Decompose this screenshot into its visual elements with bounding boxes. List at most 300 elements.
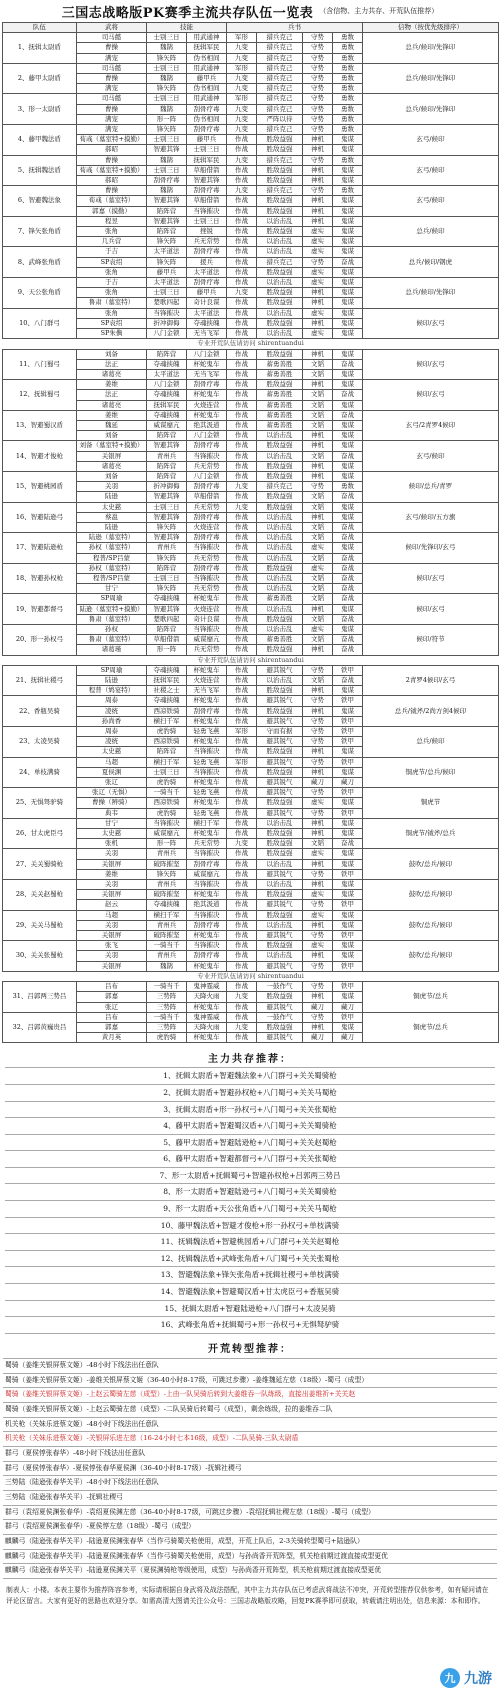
team-name: 8、武峰张角盾 xyxy=(3,247,77,278)
cell-book-4: 奋战 xyxy=(333,522,363,532)
col-general: 武将 xyxy=(77,23,147,33)
cell-skill-1: 威谋靡亢 xyxy=(147,420,187,430)
cell-skill-1: 锋矢阵 xyxy=(147,584,187,594)
cell-skill-2: 鬼神霆威 xyxy=(187,982,227,992)
cell-book-2: 胜敌益强 xyxy=(257,686,303,696)
cell-skill-1: 社稷之士 xyxy=(147,686,187,696)
cell-skill-2: 夺魂挟魄 xyxy=(187,318,227,328)
cell-book-4: 铁甲 xyxy=(333,808,363,818)
cell-book-3: 守势 xyxy=(303,43,333,53)
cell-book-2: 以治击乱 xyxy=(257,676,303,686)
team-name: 9、天公张角盾 xyxy=(3,278,77,309)
cell-book-1: 作战 xyxy=(227,982,257,992)
cell-book-1: 作战 xyxy=(227,594,257,604)
table-row xyxy=(3,349,499,359)
cell-book-3: 神机 xyxy=(303,441,333,451)
cell-book-2: 避其锐气 xyxy=(257,788,303,798)
cell-general: 于吉 xyxy=(77,247,147,257)
cell-skill-1: 智避其锋 xyxy=(147,145,187,155)
team-name: 18、智避孙权枪 xyxy=(3,563,77,594)
cell-book-2: 胜敌益强 xyxy=(257,849,303,859)
team-tokens: 铜虎节/总兵 xyxy=(363,982,499,1013)
cell-book-1: 作战 xyxy=(227,206,257,216)
cell-skill-1: 藤甲兵 xyxy=(147,267,187,277)
cell-skill-2: 草船借箭 xyxy=(187,196,227,206)
cell-book-1: 作战 xyxy=(227,431,257,441)
cell-book-2: 以治击乱 xyxy=(257,880,303,890)
table-row xyxy=(3,33,499,43)
cell-book-3: 神机 xyxy=(303,686,333,696)
team-name: 17、智避陆逊枪 xyxy=(3,533,77,564)
cell-book-2: 胜敌益强 xyxy=(257,829,303,839)
cell-book-3: 神机 xyxy=(303,512,333,522)
table-row xyxy=(3,410,499,420)
lineup-item: 5、藤甲太尉盾+智避陆逊枪+八门蜀弓+关关赵蜀枪 xyxy=(5,1134,495,1151)
cell-book-2: 胜敌益强 xyxy=(257,135,303,145)
cell-book-2: 避其锐气 xyxy=(257,778,303,788)
cell-skill-2: 援兵 xyxy=(187,257,227,267)
cell-book-4: 鬼谋 xyxy=(333,920,363,930)
cell-book-1: 九变 xyxy=(227,53,257,63)
cell-book-1: 作战 xyxy=(227,237,257,247)
cell-book-3: 神机 xyxy=(303,165,333,175)
cell-skill-2: 伪书相间 xyxy=(187,84,227,94)
cell-general: 吕布 xyxy=(77,982,147,992)
cell-book-3: 虚实 xyxy=(303,237,333,247)
cell-skill-2: 用武通神 xyxy=(187,33,227,43)
cell-book-2: 蓄勇善胜 xyxy=(257,594,303,604)
cell-skill-1: 当锋摧决 xyxy=(147,308,187,318)
cell-skill-1: 陷阵营 xyxy=(147,471,187,481)
cell-book-2: 严阵以待 xyxy=(257,114,303,124)
team-tokens: 总兵/候印 xyxy=(363,216,499,247)
cell-general: 孙权（墓室特） xyxy=(77,563,147,573)
cell-skill-1: 锋矢阵 xyxy=(147,237,187,247)
team-tokens: 玄弓/候印 xyxy=(363,125,499,156)
cell-skill-1: 虎豹骑 xyxy=(147,727,187,737)
cell-book-2: 胜敌益强 xyxy=(257,380,303,390)
cell-book-4: 鬼谋 xyxy=(333,400,363,410)
table-row xyxy=(3,471,499,481)
team-tokens: 候印/先锋印/玄弓 xyxy=(363,533,499,564)
cell-book-1: 作战 xyxy=(227,380,257,390)
cell-book-1: 作战 xyxy=(227,441,257,451)
cell-book-2: 胜敌益强 xyxy=(257,1022,303,1032)
cell-book-2: 蓄勇善胜 xyxy=(257,410,303,420)
team-tokens: 铜虎节/总兵 xyxy=(363,1012,499,1043)
cell-book-1: 作战 xyxy=(227,818,257,828)
cell-book-2: 避其锐气 xyxy=(257,737,303,747)
cell-book-3: 神机 xyxy=(303,880,333,890)
cell-book-1: 作战 xyxy=(227,624,257,634)
cell-book-4: 鬼谋 xyxy=(333,880,363,890)
cell-general: 刘备 xyxy=(77,431,147,441)
lineup-item: 2、抚辑太尉盾+智避孙权枪+八门蜀弓+关关马蜀枪 xyxy=(5,1084,495,1101)
cell-skill-1: 抚辑军民 xyxy=(147,676,187,686)
cell-book-4: 鬼谋 xyxy=(333,747,363,757)
cell-book-1: 作战 xyxy=(227,451,257,461)
cell-book-3: 神机 xyxy=(303,747,333,757)
cell-book-4: 鬼谋 xyxy=(333,849,363,859)
cell-book-1: 九变 xyxy=(227,482,257,492)
cell-book-2: 以治击乱 xyxy=(257,522,303,532)
cell-general: 司马懿 xyxy=(77,94,147,104)
cell-book-3: 守势 xyxy=(303,982,333,992)
cell-skill-1: 虎豹骑 xyxy=(147,1033,187,1043)
team-table-body xyxy=(3,33,499,1043)
logo-text: 九游 xyxy=(464,1671,492,1687)
cell-skill-2: 杯蛇鬼车 xyxy=(187,665,227,675)
cell-book-1: 作战 xyxy=(227,696,257,706)
transition-item: 三势陆（陆逊张春华关平）-抚辑社稷弓 xyxy=(3,1490,497,1505)
cell-general: 陆逊 xyxy=(77,676,147,686)
cell-skill-2: 火烧连营 xyxy=(187,522,227,532)
cell-general: 荀彧（墓室特+摸勤） xyxy=(77,165,147,175)
cell-book-1: 作战 xyxy=(227,308,257,318)
cell-book-3: 文韬 xyxy=(303,635,333,645)
cell-book-1: 作战 xyxy=(227,910,257,920)
cell-book-1: 作战 xyxy=(227,1012,257,1022)
cell-skill-2: 藤甲兵 xyxy=(187,288,227,298)
cell-book-3: 虚实 xyxy=(303,267,333,277)
cell-skill-2: 杯蛇鬼车 xyxy=(187,594,227,604)
team-tokens: 铜虎节 xyxy=(363,788,499,819)
cell-book-2: 措兵克己 xyxy=(257,104,303,114)
cell-general: 关羽 xyxy=(77,880,147,890)
cell-book-2: 蓄勇善胜 xyxy=(257,635,303,645)
cell-skill-1: 士别三日 xyxy=(147,33,187,43)
cell-skill-1: 太平道法 xyxy=(147,247,187,257)
cell-skill-1: 智避其锋 xyxy=(147,196,187,206)
cell-skill-1: 一骑当千 xyxy=(147,788,187,798)
cell-book-2: 胜敌益强 xyxy=(257,349,303,359)
cell-book-1: 作战 xyxy=(227,349,257,359)
cell-skill-1: 一骑当千 xyxy=(147,941,187,951)
team-name: 11、八门蜀弓 xyxy=(3,349,77,380)
cell-skill-2: 刮骨疗毒 xyxy=(187,247,227,257)
cell-book-3: 守势 xyxy=(303,114,333,124)
cell-book-3: 神机 xyxy=(303,706,333,716)
cell-book-2: 避其锐气 xyxy=(257,665,303,675)
cell-skill-1: 夺魂挟魄 xyxy=(147,900,187,910)
cell-book-3: 神机 xyxy=(303,380,333,390)
table-note: 专业开荒队伍请访问 shirentuandui xyxy=(3,339,499,349)
team-tokens: 玄弓/候印 xyxy=(363,155,499,186)
cell-general: 陆逊 xyxy=(77,492,147,502)
cell-general: 凌统 xyxy=(77,737,147,747)
cell-book-4: 鬼谋 xyxy=(333,329,363,339)
cell-book-3: 守势 xyxy=(303,63,333,73)
lineup-item: 7、形一太尉盾+抚辑蜀弓+智避孙权枪+吕郭两三势吕 xyxy=(5,1167,495,1184)
cell-book-1: 九变 xyxy=(227,125,257,135)
cell-skill-1: 魏鹊 xyxy=(147,186,187,196)
cell-book-2: 避其锐气 xyxy=(257,961,303,971)
cell-book-2: 以治击乱 xyxy=(257,247,303,257)
cell-general: 太史慈 xyxy=(77,829,147,839)
cell-book-3: 神机 xyxy=(303,471,333,481)
cell-book-4: 鬼谋 xyxy=(333,176,363,186)
transition-item: 麒麟弓（陆逊张春华关平）-陆逊夏侯渊关平（夏侯渊骑枪等级使用，成型）与孙尚香开荒阵型，机关枪前期过渡直接成型更优 xyxy=(3,1563,497,1579)
cell-book-1: 作战 xyxy=(227,798,257,808)
cell-general: 关银屏 xyxy=(77,451,147,461)
cell-skill-2: 当锋摧决 xyxy=(187,880,227,890)
cell-book-4: 鬼谋 xyxy=(333,216,363,226)
cell-skill-2: 火烧连营 xyxy=(187,676,227,686)
table-row xyxy=(3,533,499,543)
cell-book-4: 铁甲 xyxy=(333,1012,363,1022)
cell-skill-2: 兵无常势 xyxy=(187,839,227,849)
team-tokens: 总兵/候印/钢虎 xyxy=(363,247,499,278)
cell-book-4: 鬼谋 xyxy=(333,278,363,288)
cell-book-4: 奋战 xyxy=(333,839,363,849)
cell-general: SP袁绍 xyxy=(77,318,147,328)
cell-book-3: 守势 xyxy=(303,727,333,737)
col-team: 队伍 xyxy=(3,23,77,33)
cell-book-2: 避其锐气 xyxy=(257,696,303,706)
transition-section-title: 开荒转型推荐： xyxy=(208,1344,292,1356)
team-name: 3、形一太尉盾 xyxy=(3,94,77,125)
cell-book-4: 鬼谋 xyxy=(333,267,363,277)
team-tokens: 候印/总兵/青罗 xyxy=(363,471,499,502)
col-tokens: 信物（按优先级排序） xyxy=(363,23,499,33)
cell-skill-2: 伪书相间 xyxy=(187,114,227,124)
cell-skill-2: 太平道法 xyxy=(187,308,227,318)
cell-book-2: 胜敌益强 xyxy=(257,645,303,655)
cell-general: 甘宁 xyxy=(77,818,147,828)
cell-skill-2: 兵无常势 xyxy=(187,553,227,563)
cell-book-3: 神机 xyxy=(303,145,333,155)
cell-book-2: 胜敌益强 xyxy=(257,461,303,471)
cell-book-3: 虚实 xyxy=(303,849,333,859)
cell-skill-1: 士别三日 xyxy=(147,502,187,512)
cell-book-2: 措兵克己 xyxy=(257,155,303,165)
cell-book-3: 神机 xyxy=(303,349,333,359)
cell-book-2: 以治击乱 xyxy=(257,584,303,594)
cell-book-3: 文韬 xyxy=(303,614,333,624)
cell-skill-2: 抚辑军民 xyxy=(187,155,227,165)
cell-book-2: 措兵克己 xyxy=(257,33,303,43)
cell-book-4: 奋战 xyxy=(333,584,363,594)
cell-skill-2: 轻勇飞燕 xyxy=(187,757,227,767)
team-name: 23、太凌吴骑 xyxy=(3,727,77,758)
lineup-item: 12、抚辑魏法盾+武峰张角盾+八门蜀弓+关关张蜀枪 xyxy=(5,1250,495,1267)
cell-book-3: 守势 xyxy=(303,696,333,706)
cell-skill-1: 魏鹊 xyxy=(147,43,187,53)
cell-skill-2: 刮骨疗毒 xyxy=(187,482,227,492)
cell-book-3: 文韬 xyxy=(303,573,333,583)
table-row xyxy=(3,757,499,767)
cell-book-4: 鬼谋 xyxy=(333,165,363,175)
cell-general: 几兵营 xyxy=(77,237,147,247)
team-tokens: 2青罗4候印/玄弓 xyxy=(363,665,499,696)
cell-book-4: 鬼谋 xyxy=(333,471,363,481)
lineup-item: 1、抚辑太尉盾+智避魏法象+八门群弓+关关蜀骑枪 xyxy=(5,1067,495,1084)
cell-book-3: 文韬 xyxy=(303,522,333,532)
cell-general: 周泰 xyxy=(77,696,147,706)
cell-skill-2: 兵无常势 xyxy=(187,237,227,247)
footnote: 制表人：小楼。本表主要作为推荐阵容参考，实际请根据自身武将及战法搭配，其中主力共存队伍已考虑武将战法不冲突，开荒转型推荐仅供参考，如有疑问请在评论区留言。大家有更好的思路也欢迎分享。如需高清大图请关注公众号：三国志战略版攻略，回复PK赛季即可获取，转载请注明出处，信息来源：本和即作。 xyxy=(6,1586,489,1606)
team-tokens: 候印/玄弓 xyxy=(363,594,499,625)
cell-book-3: 守势 xyxy=(303,788,333,798)
cell-skill-1: 破阵摧坚 xyxy=(147,859,187,869)
table-row xyxy=(3,278,499,288)
cell-general: 关银屏 xyxy=(77,961,147,971)
team-tokens: 玄弓/候印 xyxy=(363,441,499,472)
cell-skill-1: 魏鹊 xyxy=(147,961,187,971)
cell-general: 陆逊（墓室特） xyxy=(77,533,147,543)
cell-skill-1: 楚歌四起 xyxy=(147,614,187,624)
cell-book-1: 九变 xyxy=(227,502,257,512)
transition-item: 群弓（夏侯惇张春华）-夏侯惇张春华夏侯渊（36-40小时8-17级）-抚辑社稷弓 xyxy=(3,1461,497,1476)
cell-general: 陆逊 xyxy=(77,522,147,532)
cell-skill-2: 刮骨疗毒 xyxy=(187,533,227,543)
cell-book-4: 鬼谋 xyxy=(333,604,363,614)
cell-book-4: 奋战 xyxy=(333,635,363,645)
cell-skill-2: 杯蛇鬼车 xyxy=(187,1033,227,1043)
title-bar xyxy=(0,0,500,22)
cell-general: 关羽 xyxy=(77,849,147,859)
cell-book-4: 鬼谋 xyxy=(333,512,363,522)
cell-book-2: 避其锐气 xyxy=(257,900,303,910)
cell-book-2: 以治击乱 xyxy=(257,624,303,634)
team-tokens: 总兵/钺斧/2尚方剑4候印 xyxy=(363,696,499,727)
cell-general: 凌统 xyxy=(77,706,147,716)
cell-book-4: 铁甲 xyxy=(333,900,363,910)
team-tokens: 总兵/候印/先锋印 xyxy=(363,63,499,94)
cell-book-2: 以治击乱 xyxy=(257,951,303,961)
cell-book-4: 勇数 xyxy=(333,114,363,124)
cell-book-3: 虚实 xyxy=(303,624,333,634)
cell-skill-2: 杯蛇鬼车 xyxy=(187,798,227,808)
table-row xyxy=(3,1012,499,1022)
cell-skill-2: 杯蛇鬼车 xyxy=(187,390,227,400)
cell-general: 程普/SP吕蒙 xyxy=(77,553,147,563)
cell-book-3: 神机 xyxy=(303,216,333,226)
cell-book-2: 以治击乱 xyxy=(257,604,303,614)
team-tokens: 总兵/候印/先锋印 xyxy=(363,278,499,309)
cell-book-3: 守势 xyxy=(303,757,333,767)
cell-book-1: 军形 xyxy=(227,63,257,73)
cell-book-2: 胜敌益强 xyxy=(257,941,303,951)
cell-skill-2: 鬼神霆威 xyxy=(187,1012,227,1022)
cell-general: 姜维 xyxy=(77,410,147,420)
table-row xyxy=(3,216,499,226)
cell-book-2: 以治击乱 xyxy=(257,278,303,288)
cell-skill-2: 奇计良谋 xyxy=(187,298,227,308)
cell-general: 陆逊（墓室特+摸勤） xyxy=(77,604,147,614)
cell-book-4: 勇数 xyxy=(333,33,363,43)
team-table xyxy=(2,22,499,1043)
logo-mark-icon: 九 xyxy=(440,1668,460,1688)
cell-skill-2: 太平道法 xyxy=(187,267,227,277)
cell-book-2: 以治击乱 xyxy=(257,431,303,441)
cell-general: 甘宁 xyxy=(77,584,147,594)
team-name: 14、智避才俊枪 xyxy=(3,441,77,472)
cell-skill-1: 三势阵 xyxy=(147,1022,187,1032)
cell-book-1: 作战 xyxy=(227,400,257,410)
team-name: 27、关关蜀骑枪 xyxy=(3,849,77,880)
table-row xyxy=(3,441,499,451)
cell-book-4: 奋战 xyxy=(333,451,363,461)
cell-skill-2: 当锋摧决 xyxy=(187,941,227,951)
cell-general: 诸葛亮 xyxy=(77,400,147,410)
cell-book-2: 避其锐气 xyxy=(257,757,303,767)
cell-book-3: 虚实 xyxy=(303,798,333,808)
cell-book-2: 胜敌益强 xyxy=(257,798,303,808)
cell-book-4: 鬼谋 xyxy=(333,420,363,430)
cell-book-2: 胜敌益强 xyxy=(257,288,303,298)
team-name: 31、吕郭两三势吕 xyxy=(3,982,77,1013)
cell-skill-1: 士别三日 xyxy=(147,767,187,777)
cell-book-4: 鬼谋 xyxy=(333,818,363,828)
cell-general: 郭嘉 xyxy=(77,1022,147,1032)
cell-skill-2: 轻勇飞燕 xyxy=(187,727,227,737)
cell-general: 马超 xyxy=(77,757,147,767)
lineup-item: 10、藤甲魏法盾+智避才俊枪+形一孙权弓+单枝满骑 xyxy=(5,1217,495,1234)
cell-book-1: 作战 xyxy=(227,176,257,186)
cell-skill-2: 杯蛇鬼车 xyxy=(187,696,227,706)
cell-book-4: 鬼谋 xyxy=(333,206,363,216)
table-row xyxy=(3,818,499,828)
cell-book-3: 虚实 xyxy=(303,563,333,573)
transition-item: 机关枪（关妹乐进蔡文姬）-48小时下线法出任意队 xyxy=(3,1417,497,1432)
cell-book-1: 作战 xyxy=(227,880,257,890)
cell-skill-1: 智避其锋 xyxy=(147,533,187,543)
cell-skill-2: 智避其锋 xyxy=(187,176,227,186)
cell-book-1: 作战 xyxy=(227,767,257,777)
cell-skill-2: 当锋摧决 xyxy=(187,624,227,634)
cell-skill-2: 兵无常势 xyxy=(187,584,227,594)
cell-book-1: 作战 xyxy=(227,522,257,532)
cell-general: 吕布 xyxy=(77,1012,147,1022)
table-row xyxy=(3,380,499,390)
cell-general: 张辽（无惧） xyxy=(77,788,147,798)
cell-general: 张机 xyxy=(77,839,147,849)
cell-general: 诸葛瑾 xyxy=(77,645,147,655)
team-tokens: 候印/符节 xyxy=(363,624,499,655)
cell-book-3: 文韬 xyxy=(303,594,333,604)
cell-book-3: 文韬 xyxy=(303,420,333,430)
cell-general: 马超 xyxy=(77,910,147,920)
cell-book-4: 铁甲 xyxy=(333,737,363,747)
table-row xyxy=(3,125,499,135)
cell-book-3: 神机 xyxy=(303,992,333,1002)
cell-book-2: 胜敌益强 xyxy=(257,471,303,481)
cell-book-1: 作战 xyxy=(227,706,257,716)
cell-general: 张辽 xyxy=(77,1002,147,1012)
cell-skill-1: 士别三日 xyxy=(147,94,187,104)
cell-book-1: 九变 xyxy=(227,43,257,53)
cell-skill-2: 天降火雨 xyxy=(187,1022,227,1032)
cell-book-3: 文韬 xyxy=(303,451,333,461)
cell-book-4: 奋战 xyxy=(333,563,363,573)
cell-book-1: 作战 xyxy=(227,563,257,573)
cell-book-2: 措兵克己 xyxy=(257,43,303,53)
cell-skill-2: 抚辑军民 xyxy=(187,43,227,53)
cell-book-2: 胜敌益强 xyxy=(257,910,303,920)
cell-skill-2: 杯蛇鬼车 xyxy=(187,716,227,726)
cell-book-3: 守势 xyxy=(303,186,333,196)
cell-book-3: 虚实 xyxy=(303,227,333,237)
cell-book-2: 一鼓作气 xyxy=(257,982,303,992)
cell-book-4: 鬼谋 xyxy=(333,298,363,308)
cell-skill-1: 锋矢阵 xyxy=(147,125,187,135)
cell-general: 典韦 xyxy=(77,808,147,818)
cell-book-1: 九变 xyxy=(227,84,257,94)
cell-book-4: 鬼谋 xyxy=(333,910,363,920)
cell-skill-2: 八门金锁 xyxy=(187,431,227,441)
cell-book-4: 奋战 xyxy=(333,676,363,686)
